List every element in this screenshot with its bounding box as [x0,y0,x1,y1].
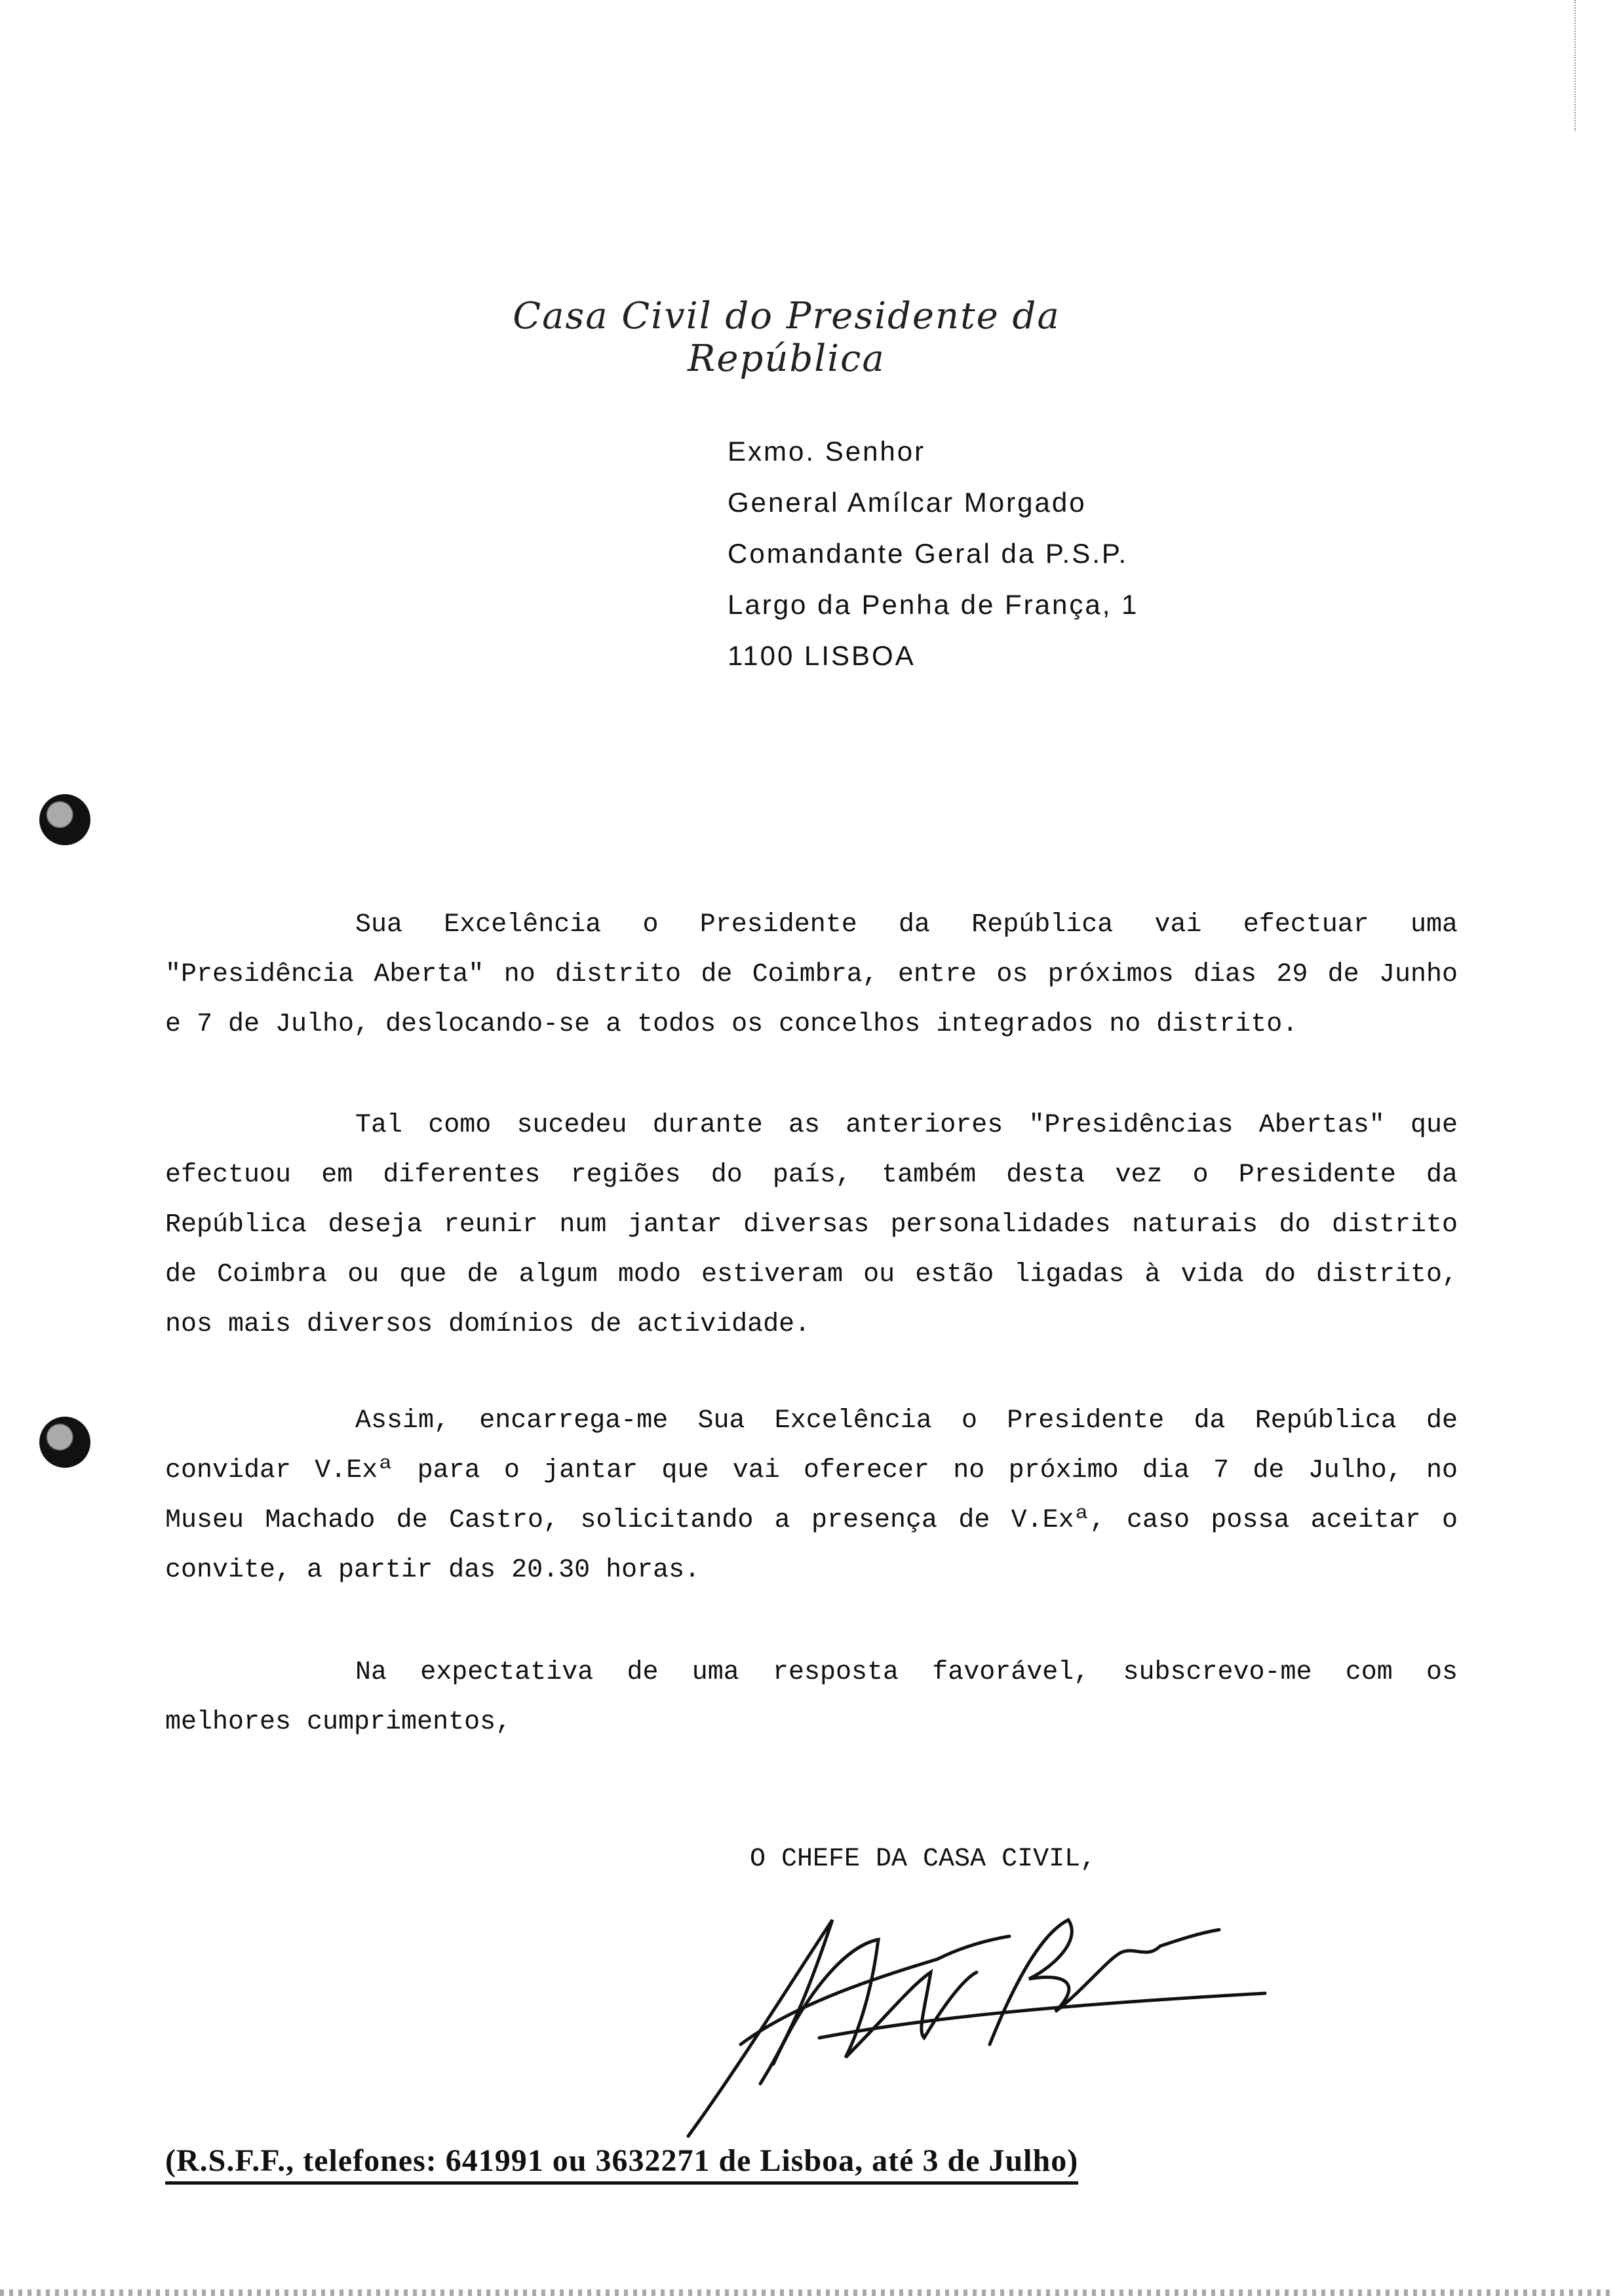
address-line: Exmo. Senhor [728,436,926,467]
text-line: de Coimbra ou que de algum modo estiveram ou estão ligadas à vida do distrito, [165,1260,1458,1290]
address-line: Comandante Geral da P.S.P. [728,538,1129,569]
address-line: Largo da Penha de França, 1 [728,589,1139,620]
closing-title: O CHEFE DA CASA CIVIL, [750,1845,1097,1874]
letterhead: Casa Civil do Presidente da República [513,295,1060,380]
paragraph-2 [165,1101,1458,1350]
paragraph-3 [165,1396,1458,1596]
text-line: melhores cumprimentos, [165,1708,512,1737]
contact-footer: (R.S.F.F., telefones: 641991 ou 3632271 de Lisboa, até 3 de Julho) [165,2143,1078,2185]
address-line: General Amílcar Morgado [728,487,1087,518]
text-line: "Presidência Aberta" no distrito de Coimbra, entre os próximos dias 29 de Junho [165,960,1458,989]
text-line: e 7 de Julho, deslocando-se a todos os concelhos integrados no distrito. [165,1010,1298,1039]
text-line: Museu Machado de Castro, solicitando a presença de V.Exª, caso possa aceitar o [165,1506,1458,1535]
text-line: convidar V.Exª para o jantar que vai oferecer no próximo dia 7 de Julho, no [165,1456,1458,1485]
signature-stroke [688,1920,832,2136]
paragraph-1 [165,900,1458,1050]
text-line: Tal como sucedeu durante as anteriores "Presidências Abertas" que [355,1111,1458,1140]
recipient-address [728,426,1138,681]
signature [662,1848,1278,2149]
punch-hole [39,794,90,845]
address-line: 1100 LISBOA [728,640,916,671]
punch-hole [39,1417,90,1468]
text-line: República deseja reunir num jantar diversas personalidades naturais do distrito [165,1210,1458,1240]
text-line: convite, a partir das 20.30 horas. [165,1556,701,1585]
page-bottom-edge [0,2289,1615,2296]
text-line: Sua Excelência o Presidente da República vai efectuar uma [355,910,1458,940]
text-line: Assim, encarrega-me Sua Excelência o Presidente da República de [355,1406,1458,1436]
text-line: Na expectativa de uma resposta favorável, subscrevo-me com os [355,1658,1458,1687]
page-edge-marks [1574,0,1615,131]
signature-stroke [990,1920,1219,2044]
text-line: nos mais diversos domínios de actividade. [165,1310,811,1339]
paragraph-4 [165,1648,1458,1748]
text-line: efectuou em diferentes regiões do país, também desta vez o Presidente da [165,1160,1458,1190]
